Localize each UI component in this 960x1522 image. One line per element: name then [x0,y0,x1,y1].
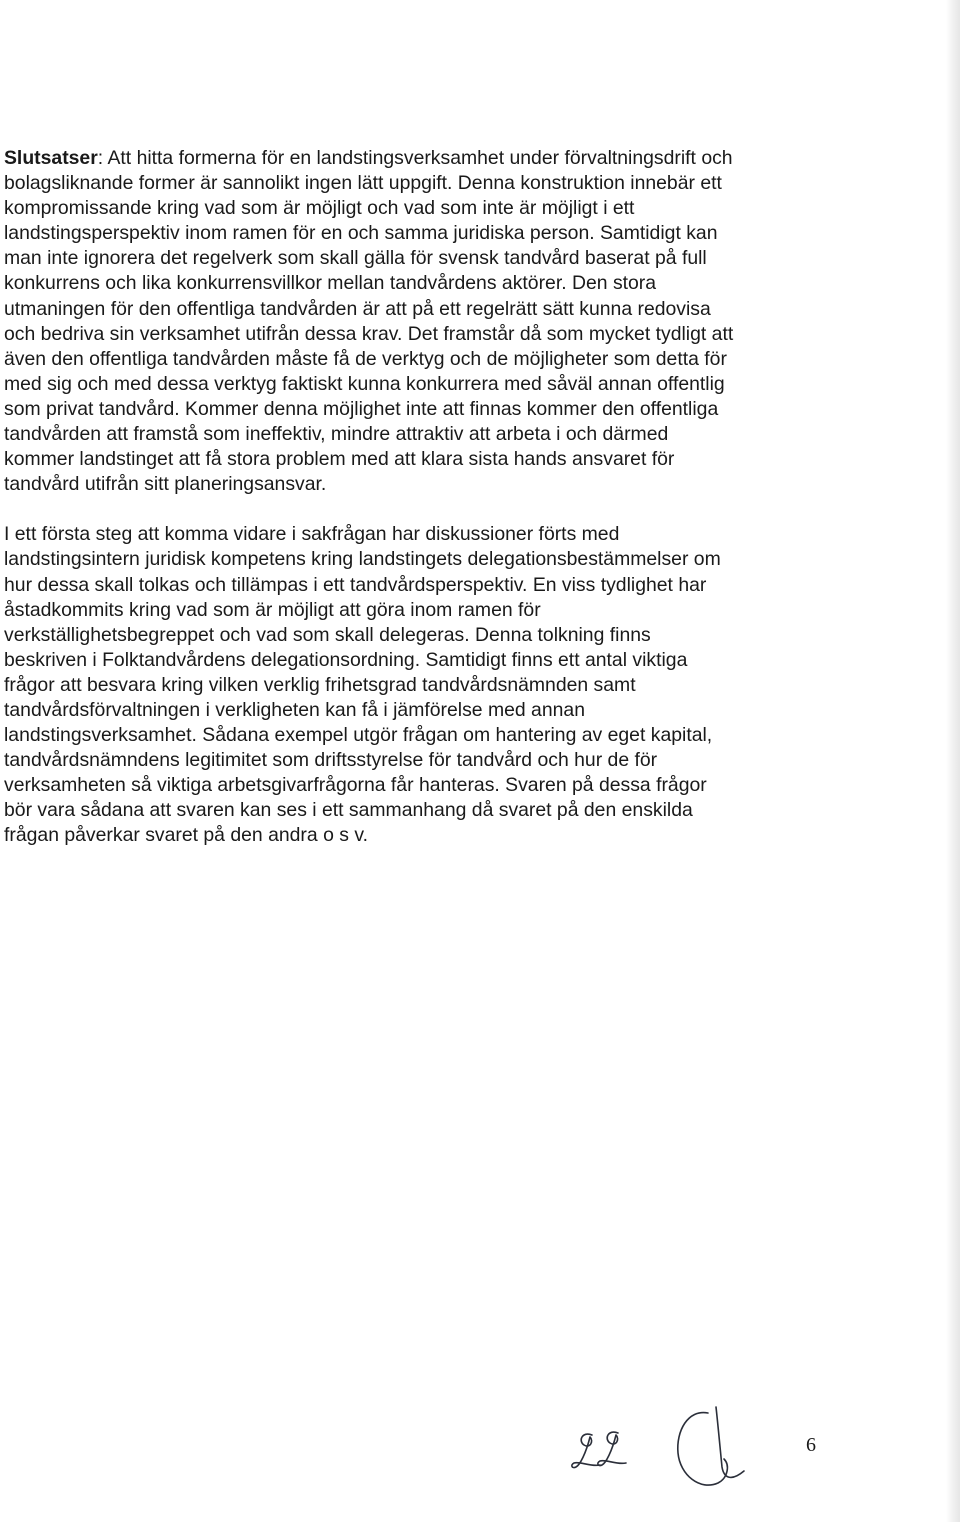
paragraph-first-step [4,522,834,848]
text-line: med sig och med dessa verktyg faktiskt kunna konkurrera med såväl annan offentlig [4,372,725,395]
text-line: bolagsliknande former är sannolikt ingen lätt uppgift. Denna konstruktion innebär ett [4,172,722,195]
text-line: Slutsatser: Att hitta formerna för en landstingsverksamhet under förvaltningsdrift och [4,147,733,169]
text-line: landstingsverksamhet. Sådana exempel utgör frågan om hantering av eget kapital, [4,724,713,747]
document-body [4,146,834,849]
text-line: tandvårdsförvaltningen i verkligheten kan få i jämförelse med annan [4,698,585,721]
text-line: frågan påverkar svaret på den andra o s v. [4,824,368,847]
text-line: hur dessa skall tolkas och tillämpas i ett tandvårdsperspektiv. En viss tydlighet har [4,573,707,596]
page-edge-shadow [946,0,960,1522]
text-line: verksamheten så viktiga arbetsgivarfrågorna får hanteras. Svaren på dessa frågor [4,774,707,797]
text-line: verkställighetsbegreppet och vad som skall delegeras. Denna tolkning finns [4,623,651,646]
text-line: konkurrens och lika konkurrensvillkor mellan tandvårdens aktörer. Den stora [4,272,657,295]
conclusions-label: Slutsatser [4,147,98,169]
text-line: bör vara sådana att svaren kan ses i ett sammanhang då svaret på den enskilda [4,799,693,822]
text-line: tandvården att framstå som ineffektiv, mindre attraktiv att arbeta i och därmed [4,423,669,446]
initial-l-second [598,1432,626,1465]
initial-l-first [572,1434,600,1467]
text-line: tandvårdsnämndens legitimitet som driftsstyrelse för tandvård och hur de för [4,749,658,772]
text-line: utmaningen för den offentliga tandvården är att på ett regelrätt sätt kunna redovisa [4,297,711,320]
signature-stroke [716,1407,744,1477]
text-line: åstadkommits kring vad som är möjligt att göra inom ramen för [4,598,541,621]
text-line: även den offentliga tandvården måste få de verktyg och de möjligheter som detta för [4,347,727,370]
text-line: kommer landstinget att få stora problem med att klara sista hands ansvaret för [4,448,675,471]
text-line: tandvård utifrån sitt planeringsansvar. [4,473,327,496]
text-line: man inte ignorera det regelverk som skall gälla för svensk tandvård baserat på full [4,247,707,270]
text-line: som privat tandvård. Kommer denna möjlighet inte att finnas kommer den offentliga [4,397,719,420]
page-number: 6 [806,1434,816,1456]
text-line: beskriven i Folktandvårdens delegationsordning. Samtidigt finns ett antal viktiga [4,648,688,671]
text-line: landstingsintern juridisk kompetens kring landstingets delegationsbestämmelser om [4,548,721,571]
text-line: frågor att besvara kring vilken verklig frihetsgrad tandvårdsnämnden samt [4,673,636,696]
paragraph-conclusions [4,146,834,497]
text-line: landstingsperspektiv inom ramen för en och samma juridiska person. Samtidigt kan [4,222,718,245]
text-line: I ett första steg att komma vidare i sakfrågan har diskussioner förts med [4,523,620,546]
text-line: och bedriva sin verksamhet utifrån dessa krav. Det framstår då som mycket tydligt att [4,322,734,345]
text-line: kompromissande kring vad som är möjligt och vad som inte är möjligt i ett [4,197,635,220]
handwritten-signature [560,1395,760,1505]
